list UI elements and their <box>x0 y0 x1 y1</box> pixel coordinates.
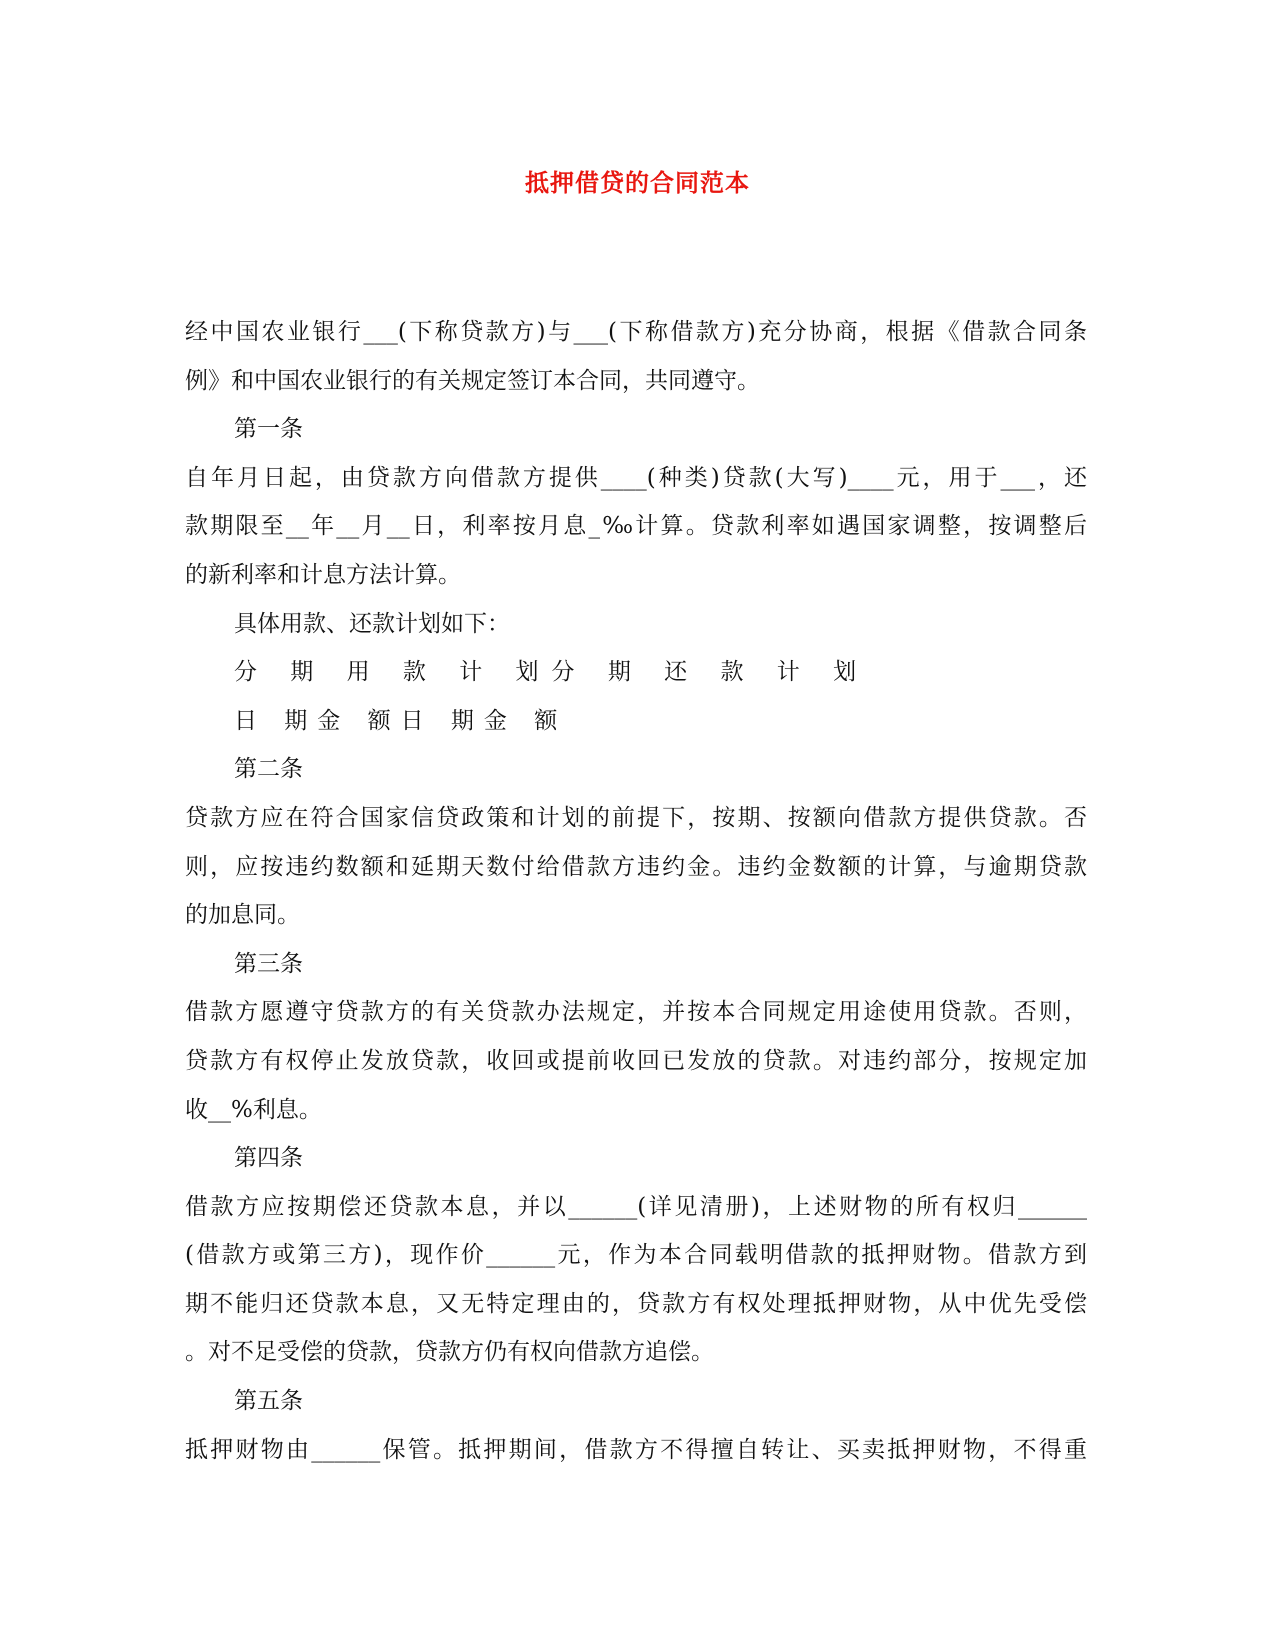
paragraph-line: 收__%利息。 <box>185 1096 322 1123</box>
paragraph-line: 的新利率和计息方法计算。 <box>185 561 461 588</box>
article-heading: 第三条 <box>234 950 303 977</box>
paragraph-line: 的加息同。 <box>185 902 300 929</box>
document-title: 抵押借贷的合同范本 <box>525 169 750 197</box>
article-heading: 第四条 <box>234 1145 303 1172</box>
paragraph-line: 借款方愿遵守贷款方的有关贷款办法规定，并按本合同规定用途使用贷款。否则， <box>185 999 1087 1026</box>
paragraph-line: 例》和中国农业银行的有关规定签订本合同，共同遵守。 <box>185 367 760 394</box>
document-body <box>185 308 1087 1474</box>
paragraph-line: 经中国农业银行___(下称贷款方)与___(下称借款方)充分协商，根据《借款合同条 <box>185 319 1087 345</box>
paragraph-line: 贷款方有权停止发放贷款，收回或提前收回已发放的贷款。对违约部分，按规定加 <box>185 1047 1087 1074</box>
plan-table-subheader: 日 期金 额日 期金 额 <box>234 707 568 734</box>
paragraph-line: 期不能归还贷款本息，又无特定理由的，贷款方有权处理抵押财物，从中优先受偿 <box>185 1290 1087 1317</box>
paragraph-line: 借款方应按期偿还贷款本息，并以______(详见清册)，上述财物的所有权归______ <box>185 1193 1087 1220</box>
paragraph-line: 具体用款、还款计划如下： <box>234 610 510 637</box>
paragraph-line: (借款方或第三方)，现作价______元，作为本合同载明借款的抵押财物。借款方到 <box>185 1242 1087 1269</box>
article-heading: 第五条 <box>234 1388 303 1415</box>
paragraph-line: 。对不足受偿的贷款，贷款方仍有权向借款方追偿。 <box>185 1339 714 1366</box>
paragraph-line: 自年月日起，由贷款方向借款方提供____(种类)贷款(大写)____元，用于___，还 <box>185 464 1087 491</box>
article-heading: 第二条 <box>234 756 303 783</box>
paragraph-line: 贷款方应在符合国家信贷政策和计划的前提下，按期、按额向借款方提供贷款。否 <box>185 804 1087 831</box>
paragraph-line: 抵押财物由______保管。抵押期间，借款方不得擅自转让、买卖抵押财物，不得重 <box>185 1436 1087 1463</box>
plan-table-header: 分 期 用 款 计 划分 期 还 款 计 划 <box>234 659 870 686</box>
paragraph-line: 则，应按违约数额和延期天数付给借款方违约金。违约金数额的计算，与逾期贷款 <box>185 853 1087 880</box>
article-heading: 第一条 <box>234 416 303 443</box>
paragraph-line: 款期限至__年__月__日，利率按月息_‰计算。贷款利率如遇国家调整，按调整后 <box>185 513 1087 540</box>
